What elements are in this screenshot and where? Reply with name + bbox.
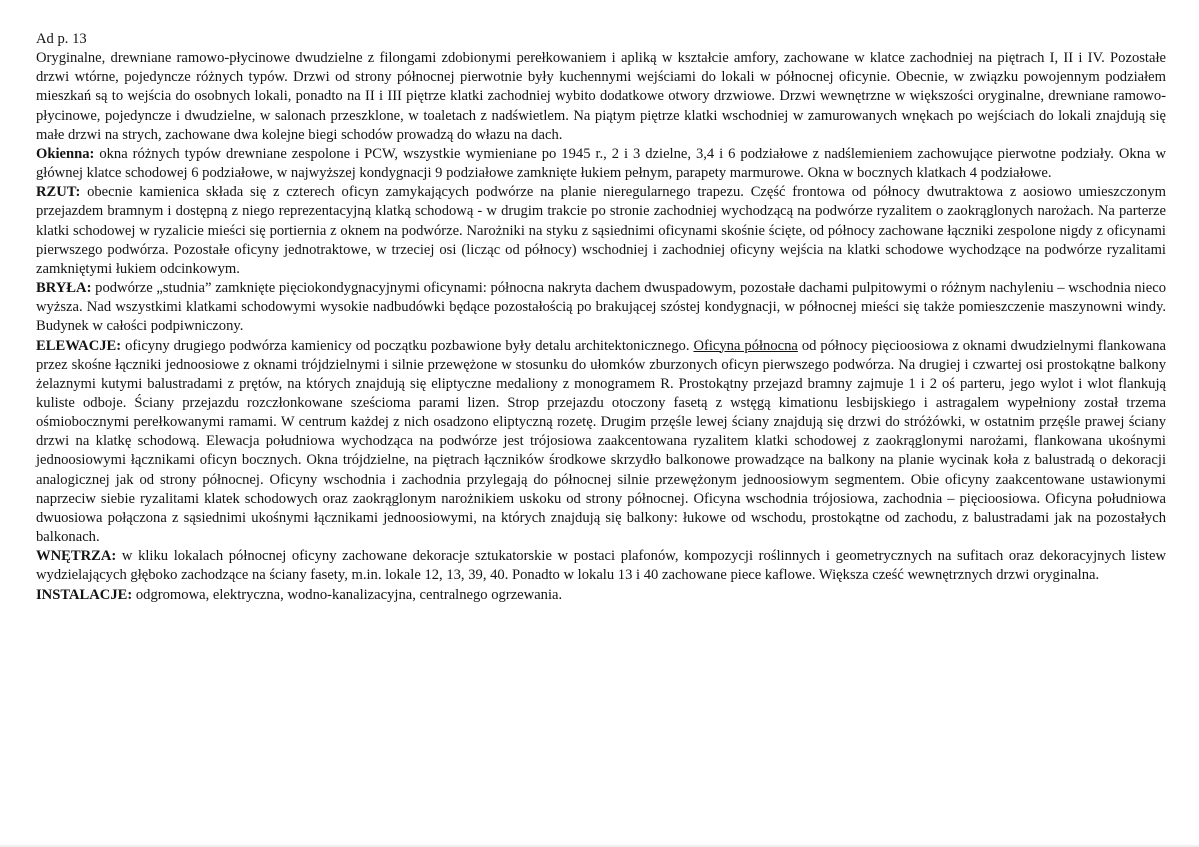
installations-text: odgromowa, elektryczna, wodno-kanalizacyjna, centralnego ogrzewania. — [132, 586, 563, 603]
installations-paragraph — [36, 586, 1166, 605]
elevations-label: ELEWACJE: — [36, 337, 122, 354]
doors-paragraph — [36, 49, 1166, 145]
massing-paragraph — [36, 279, 1166, 336]
plan-text: obecnie kamienica składa się z czterech oficyn zamykających podwórze na planie nieregularnego trapezu. Część frontowa od północy dwutraktowa z aosiowo umieszczonym przejazdem bramnym i dostępną z niego reprezentacyjną klatką schodową - w drugim trakcie po stronie zachodniej wychodzącą na podwórze ryzalitem o zaokrąglonych narożach. Na parterze klatki schodowej w ryzalicie mieści się portiernia z oknem na podwórze. Narożniki na styku z sąsiednimi oficynami skośnie ścięte, od północy zachowane łączniki zespolone nigdy z oficynami pierwszego podwórza. Pozostałe oficyny jednotraktowe, w trzeciej osi (licząc od północy) wschodniej i zachodniej oficyny wejścia na klatki schodowe wychodzące na podwórze ryzalitami zamkniętymi łukiem odcinkowym. — [36, 184, 1166, 277]
plan-paragraph — [36, 183, 1166, 279]
massing-text: podwórze „studnia” zamknięte pięciokondygnacyjnymi oficynami: północna nakryta dachem dwuspadowym, pozostałe dachami pulpitowymi o różnym nachyleniu – wschodnia nieco wyższa. Nad wszystkimi klatkami schodowymi wysokie nadbudówki będące pozostałością po brakującej szóstej kondygnacji, w północnej mieści się także pomieszczenie maszynowni windy. Budynek w całości podpiwniczony. — [36, 280, 1166, 335]
elevations-paragraph — [36, 337, 1166, 548]
interiors-label: WNĘTRZA: — [36, 548, 117, 565]
document-page — [36, 30, 1166, 605]
windows-label: Okienna: — [36, 145, 95, 162]
elevations-text-after: od północy pięcioosiowa z oknami dwudzielnymi flankowana przez skośne łączniki jednoosiowe z oknami trójdzielnymi i silnie przewężone w stosunku do ułomków zburzonych oficyn pierwszego podwórza. Na drugiej i czwartej osi prostokątne balkony żelaznymi kutymi balustradami z prętów, na których znajdują się eliptyczne medaliony z monogramem R. Prostokątny przejazd bramny zajmuje 1 i 2 oś parteru, jego wylot i wlot flankują kuliste odboje. Ściany przejazdu rozczłonkowane sześcioma parami lizen. Strop przejazdu otoczony fasetą z wstęgą kimationu lesbijskiego i astragalem wypełniony został trzema ośmiobocznymi perełkowanymi ramami. W centrum każdej z nich osadzono eliptyczną rozetę. Drugim przęśle lewej ściany znajdują się drzwi do stróżówki, w ostatnim przęśle prawej ściany drzwi na klatkę schodową. Elewacja południowa wychodząca na podwórze jest trójosiowa zaakcentowana ryzalitem klatki schodowej z zaokrąglonymi narożami, flankowana ukośnymi jednoosiowymi łącznikami oficyn bocznych. Okna trójdzielne, na piętrach łączników środkowe skrzydło balkonowe prowadzące na balkony na planie wycinak koła z balustradą o dekoracji analogicznej jak od strony północnej. Oficyny wschodnia i zachodnia przylegają do północnej silnie przewężonym jednoosiowym segmentem. Obie oficyny zaakcentowane ustawionymi naprzeciw siebie ryzalitami klatek schodowych oraz zaokrąglonym narożnikiem uskoku od strony północnej. Oficyna wschodnia trójosiowa, zachodnia – pięcioosiowa. Oficyna południowa dwuosiowa połączona z sąsiednimi ukośnymi łącznikami jednoosiowymi, na których znajdują się balkony: łukowe od wschodu, prostokątne od zachodu, z balustradami jak na pozostałych balkonach. — [36, 337, 1166, 546]
interiors-paragraph — [36, 547, 1166, 585]
elevations-text-before: oficyny drugiego podwórza kamienicy od początku pozbawione były detalu architektonicznego. — [121, 337, 694, 354]
elevations-underlined-term: Oficyna północna — [693, 337, 798, 354]
windows-text: okna różnych typów drewniane zespolone i PCW, wszystkie wymieniane po 1945 r., 2 i 3 dzielne, 3,4 i 6 podziałowe z nadślemieniem zachowujące pierwotne podziały. Okna w głównej klatce schodowej 6 podziałowe, w najwyższej kondygnacji 9 podziałowe zamknięte łukiem pełnym, parapety marmurowe. Okna w bocznych klatkach 4 podziałowe. — [36, 145, 1166, 182]
installations-label: INSTALACJE: — [36, 586, 133, 603]
page-heading: Ad p. 13 — [36, 31, 87, 47]
massing-label: BRYŁA: — [36, 280, 92, 297]
windows-paragraph — [36, 145, 1166, 183]
plan-label: RZUT: — [36, 184, 81, 201]
interiors-text: w kliku lokalach północnej oficyny zachowane dekoracje sztukatorskie w postaci plafonów, kompozycji roślinnych i geometrycznych na sufitach oraz dekoracyjnych listew wydzielających głęboko zachodzące na ściany fasety, m.in. lokale 12, 13, 39, 40. Ponadto w lokalu 13 i 40 zachowane piece kaflowe. Większa cześć wewnętrznych drzwi oryginalna. — [36, 548, 1166, 584]
doors-text: Oryginalne, drewniane ramowo-płycinowe dwudzielne z filongami zdobionymi perełkowaniem i apliką w kształcie amfory, zachowane w klatce zachodniej na piętrach I, II i IV. Pozostałe drzwi wtórne, pojedyncze różnych typów. Drzwi od strony północnej pierwotnie były kuchennymi wejściami do lokali w północnej oficynie. Obecnie, w związku powojennym podziałem mieszkań są to wejścia do osobnych lokali, ponadto na II i III piętrze klatki zachodniej wybito dodatkowe otwory drzwiowe. Drzwi wewnętrzne w większości oryginalne, drewniane ramowo-płycinowe, pojedyncze i dwudzielne, w salonach przeszklone, w toaletach z nadświetlem. Na piątym piętrze klatki wschodniej w zamurowanych wnękach po wejściach do lokali znajdują się małe drzwi na strych, zachowane dwa kolejne biegi schodów prowadzą do włazu na dach. — [36, 50, 1166, 143]
